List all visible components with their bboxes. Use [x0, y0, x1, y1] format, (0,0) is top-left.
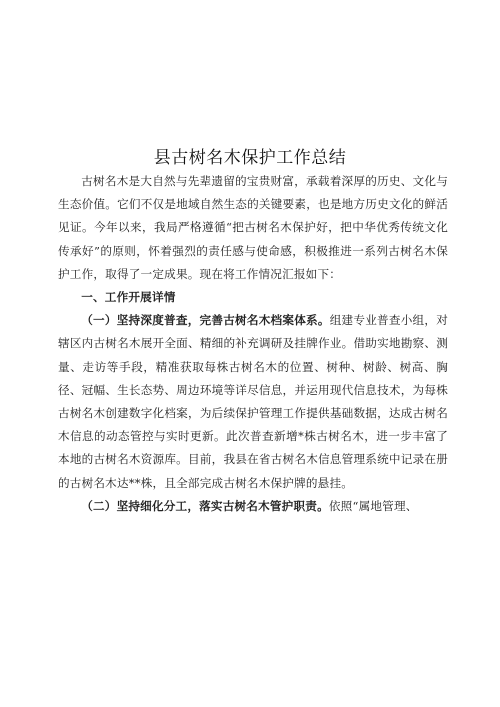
- section-heading: 一、工作开展详情: [81, 290, 176, 305]
- item-2-text: 依照“属地管理、: [328, 498, 418, 513]
- item-1-text: 组建专业普查小组，对辖区内古树名木展开全面、精细的补充调研及挂牌作业。借助实地勘察、测量、走访等手段，精准获取每株古树名木的位置、树种、树龄、树高、胸径、冠幅、生长态势、周边环境等详尽信息，并运用现代信息技术，为每株古树名木创建数字化档案，为后续保护管理工作提供基础数据，达成古树名木信息的动态管控与实时更新。此次普查新增*株古树名木，进一步丰富了本地的古树名木资源库。目前，我县在省古树名木信息管理系统中记录在册的古树名木达**株，且全部完成古树名木保护牌的悬挂。: [58, 313, 448, 490]
- item-1-lead: （一）坚持深度普查，完善古树名木档案体系。: [81, 313, 330, 328]
- item-2-lead: （二）坚持细化分工，落实古树名木管护职责。: [81, 498, 329, 513]
- intro-paragraph: 古树名木是大自然与先辈遗留的宝贵财富，承载着深厚的历史、文化与生态价值。它们不仅是地域自然生态的关键要素，也是地方历史文化的鲜活见证。今年以来，我局严格遵循“把古树名木保护好，把中华优秀传统文化传承好”的原则，怀着强烈的责任感与使命感，积极推进一系列古树名木保护工作，取得了一定成果。现在将工作情况汇报如下：: [58, 174, 448, 281]
- item-2-paragraph: [58, 495, 448, 518]
- document-body: [58, 170, 448, 518]
- item-1-paragraph: [58, 309, 448, 495]
- document-title: 县古树名木保护工作总结: [153, 148, 347, 168]
